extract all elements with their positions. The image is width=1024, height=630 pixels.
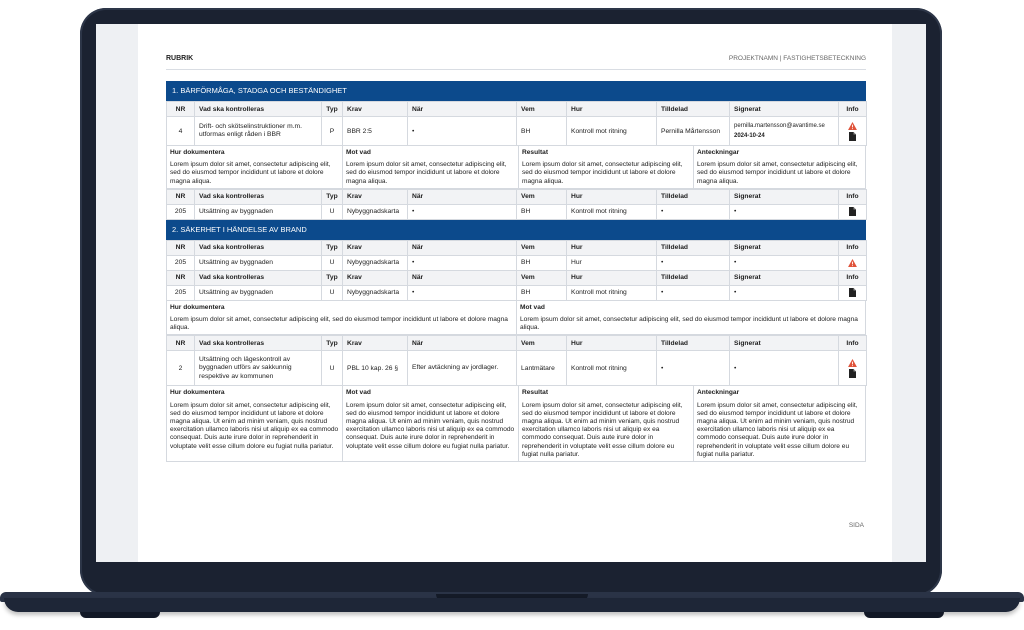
doc-against	[517, 301, 867, 335]
doc-against-text: Lorem ipsum dolor sit amet, consectetur adipiscing elit, sed do eiusmod tempor incididunt ut labore et dolore magna aliqua. Ut enim ad minim veniam, quis nostrud exercitation ullamco laboris nisi ut aliquip ex ea commodo consequat. Duis aute irure dolor in reprehenderit in voluptate velit esse cillum dolore eu fugiat nulla pariatur.	[346, 401, 515, 450]
control-table	[166, 189, 867, 220]
col-who: Vem	[517, 270, 567, 285]
doc-result-text: Lorem ipsum dolor sit amet, consectetur adipiscing elit, sed do eiusmod tempor incididunt ut labore et dolore magna aliqua.	[522, 161, 683, 185]
col-who: Vem	[517, 240, 567, 255]
cell-who: BH	[517, 285, 567, 300]
col-what: Vad ska kontrolleras	[195, 240, 322, 255]
doc-against-label: Mot vad	[346, 149, 371, 156]
col-when: När	[408, 102, 517, 117]
cell-type: P	[322, 117, 343, 146]
col-nr: NR	[167, 270, 195, 285]
page-footer: SIDA	[848, 522, 864, 529]
doc-against	[343, 146, 519, 188]
col-assigned: Tilldelad	[657, 102, 730, 117]
warning-icon[interactable]	[848, 359, 857, 367]
section-header-1: 1. BÄRFÖRMÅGA, STADGA OCH BESTÄNDIGHET	[166, 81, 866, 101]
table-row[interactable]	[167, 351, 867, 386]
control-table	[166, 240, 867, 301]
doc-notes-text: Lorem ipsum dolor sit amet, consectetur adipiscing elit, sed do eiusmod tempor incididunt ut labore et dolore magna aliqua.	[697, 161, 858, 185]
laptop-foot-left	[80, 612, 160, 618]
col-signed: Signerat	[730, 336, 839, 351]
cell-signed: •	[730, 255, 839, 270]
cell-when: •	[408, 117, 517, 146]
cell-type: U	[322, 255, 343, 270]
col-type: Typ	[322, 102, 343, 117]
cell-who: BH	[517, 117, 567, 146]
doc-against-text: Lorem ipsum dolor sit amet, consectetur adipiscing elit, sed do eiusmod tempor incididunt ut labore et dolore magna aliqua.	[346, 161, 507, 185]
doc-result	[519, 386, 694, 461]
doc-against-label: Mot vad	[346, 389, 371, 397]
cell-nr: 205	[167, 285, 195, 300]
cell-when: •	[408, 285, 517, 300]
cell-nr: 205	[167, 204, 195, 219]
table-row[interactable]	[167, 255, 867, 270]
col-when: När	[408, 270, 517, 285]
cell-signed	[730, 117, 839, 146]
cell-signed: •	[730, 204, 839, 219]
cell-what: Drift- och skötselinstruktioner m.m. utformas enligt råden i BBR	[195, 117, 322, 146]
cell-assigned: •	[657, 204, 730, 219]
signed-email: pernilla.martensson@avantime.se	[734, 123, 825, 129]
col-when: När	[408, 240, 517, 255]
col-what: Vad ska kontrolleras	[195, 189, 322, 204]
cell-req: BBR 2:5	[343, 117, 408, 146]
doc-result-text: Lorem ipsum dolor sit amet, consectetur adipiscing elit, sed do eiusmod tempor incididunt ut labore et dolore magna aliqua. Ut enim ad minim veniam, quis nostrud exercitation ullamco laboris nisi ut aliquip ex ea commodo consequat. Duis aute irure dolor in reprehenderit in voluptate velit esse cillum dolore eu fugiat nulla pariatur.	[522, 401, 683, 458]
table-row[interactable]	[167, 204, 867, 219]
col-how: Hur	[567, 189, 657, 204]
col-req: Krav	[343, 189, 408, 204]
cell-how: Kontroll mot ritning	[567, 117, 657, 146]
document-page	[138, 24, 892, 562]
table-row[interactable]	[167, 117, 867, 146]
cell-info	[839, 117, 867, 146]
table-header-row	[167, 336, 867, 351]
doc-notes-label: Anteckningar	[697, 389, 740, 397]
doc-result-label: Resultat	[522, 389, 549, 397]
cell-req: PBL 10 kap. 26 §	[343, 351, 408, 386]
table-header-row	[167, 270, 867, 285]
col-type: Typ	[322, 240, 343, 255]
cell-req: Nybyggnadskarta	[343, 255, 408, 270]
col-how: Hur	[567, 102, 657, 117]
cell-assigned: •	[657, 351, 730, 386]
cell-req: Nybyggnadskarta	[343, 204, 408, 219]
doc-against	[343, 386, 519, 461]
doc-how-label: Hur dokumentera	[170, 149, 225, 156]
col-nr: NR	[167, 102, 195, 117]
cell-when: •	[408, 255, 517, 270]
col-info: Info	[839, 189, 867, 204]
documentation-block	[166, 146, 866, 189]
control-table	[166, 101, 867, 146]
control-table	[166, 335, 867, 386]
cell-signed: •	[730, 285, 839, 300]
doc-how-label: Hur dokumentera	[170, 303, 225, 311]
table-row[interactable]	[167, 285, 867, 300]
col-what: Vad ska kontrolleras	[195, 270, 322, 285]
document-icon[interactable]	[849, 369, 856, 378]
col-signed: Signerat	[730, 240, 839, 255]
cell-what: Utsättning av byggnaden	[195, 285, 322, 300]
doc-result	[519, 146, 694, 188]
table-header-row	[167, 102, 867, 117]
doc-notes-label: Anteckningar	[697, 149, 740, 156]
screen	[96, 24, 926, 562]
cell-how: Kontroll mot ritning	[567, 351, 657, 386]
cell-how: Hur	[567, 255, 657, 270]
table-header-row	[167, 240, 867, 255]
col-nr: NR	[167, 189, 195, 204]
doc-how-text: Lorem ipsum dolor sit amet, consectetur adipiscing elit, sed do eiusmod tempor incididunt ut labore et dolore magna aliqua.	[170, 161, 331, 185]
doc-how-label: Hur dokumentera	[170, 389, 225, 397]
document-icon[interactable]	[849, 132, 856, 141]
col-info: Info	[839, 102, 867, 117]
doc-notes	[694, 386, 867, 461]
cell-what: Utsättning av byggnaden	[195, 204, 322, 219]
col-signed: Signerat	[730, 270, 839, 285]
doc-how	[167, 146, 343, 188]
laptop-base-bottom	[4, 598, 1020, 612]
cell-who: BH	[517, 255, 567, 270]
documentation-block	[166, 386, 866, 462]
cell-what: Utsättning och lägeskontroll av byggnaden utförs av sakkunnig respektive av kommunen	[195, 351, 322, 386]
cell-nr: 2	[167, 351, 195, 386]
cell-info	[839, 351, 867, 386]
doc-result-label: Resultat	[522, 149, 549, 156]
cell-info	[839, 204, 867, 219]
warning-icon[interactable]	[848, 259, 857, 267]
col-type: Typ	[322, 336, 343, 351]
col-how: Hur	[567, 240, 657, 255]
cell-how: Kontroll mot ritning	[567, 204, 657, 219]
cell-how: Kontroll mot ritning	[567, 285, 657, 300]
section-header-2: 2. SÄKERHET I HÄNDELSE AV BRAND	[166, 220, 866, 240]
col-type: Typ	[322, 189, 343, 204]
col-info: Info	[839, 336, 867, 351]
cell-nr: 4	[167, 117, 195, 146]
col-assigned: Tilldelad	[657, 270, 730, 285]
cell-who: BH	[517, 204, 567, 219]
col-assigned: Tilldelad	[657, 240, 730, 255]
doc-notes	[694, 146, 867, 188]
doc-how-text: Lorem ipsum dolor sit amet, consectetur adipiscing elit, sed do eiusmod tempor incididunt ut labore et dolore magna aliqua. Ut enim ad minim veniam, quis nostrud exercitation ullamco laboris nisi ut aliquip ex ea commodo consequat. Duis aute irure dolor in reprehenderit in voluptate velit esse cillum dolore eu fugiat nulla pariatur.	[170, 401, 339, 450]
cell-req: Nybyggnadskarta	[343, 285, 408, 300]
col-assigned: Tilldelad	[657, 189, 730, 204]
document-icon[interactable]	[849, 207, 856, 216]
document-icon[interactable]	[849, 288, 856, 297]
cell-type: U	[322, 285, 343, 300]
doc-how	[167, 301, 517, 335]
documentation-block	[166, 301, 866, 336]
col-nr: NR	[167, 336, 195, 351]
col-how: Hur	[567, 270, 657, 285]
col-what: Vad ska kontrolleras	[195, 336, 322, 351]
doc-against-label: Mot vad	[520, 303, 545, 311]
cell-who: Lantmätare	[517, 351, 567, 386]
doc-notes-text: Lorem ipsum dolor sit amet, consectetur adipiscing elit, sed do eiusmod tempor incididunt ut labore et dolore magna aliqua. Ut enim ad minim veniam, quis nostrud exercitation ullamco laboris nisi ut aliquip ex ea commodo consequat. Duis aute irure dolor in reprehenderit in voluptate velit esse cillum dolore eu fugiat nulla pariatur.	[697, 401, 858, 458]
col-who: Vem	[517, 189, 567, 204]
page-header	[166, 55, 866, 70]
cell-assigned: Pernilla Mårtensson	[657, 117, 730, 146]
col-when: När	[408, 336, 517, 351]
col-req: Krav	[343, 240, 408, 255]
col-who: Vem	[517, 336, 567, 351]
table-header-row	[167, 189, 867, 204]
warning-icon[interactable]	[848, 122, 857, 130]
col-nr: NR	[167, 240, 195, 255]
col-what: Vad ska kontrolleras	[195, 102, 322, 117]
col-info: Info	[839, 240, 867, 255]
cell-type: U	[322, 204, 343, 219]
page-title: RUBRIK	[166, 55, 194, 62]
signed-date: 2024-10-24	[734, 133, 765, 139]
col-when: När	[408, 189, 517, 204]
laptop-foot-right	[864, 612, 944, 618]
col-assigned: Tilldelad	[657, 336, 730, 351]
col-req: Krav	[343, 270, 408, 285]
col-req: Krav	[343, 336, 408, 351]
cell-type: U	[322, 351, 343, 386]
project-label: PROJEKTNAMN | FASTIGHETSBETECKNING	[728, 55, 866, 62]
col-how: Hur	[567, 336, 657, 351]
col-who: Vem	[517, 102, 567, 117]
doc-how	[167, 386, 343, 461]
cell-assigned: •	[657, 255, 730, 270]
cell-nr: 205	[167, 255, 195, 270]
col-req: Krav	[343, 102, 408, 117]
col-info: Info	[839, 270, 867, 285]
col-signed: Signerat	[730, 189, 839, 204]
cell-assigned: •	[657, 285, 730, 300]
cell-info	[839, 255, 867, 270]
doc-against-text: Lorem ipsum dolor sit amet, consectetur adipiscing elit, sed do eiusmod tempor incididunt ut labore et dolore magna aliqua.	[520, 316, 858, 332]
control-plan	[166, 81, 866, 462]
doc-how-text: Lorem ipsum dolor sit amet, consectetur adipiscing elit, sed do eiusmod tempor incididunt ut labore et dolore magna aliqua.	[170, 316, 508, 332]
cell-when: Efter avtäckning av jordlager.	[408, 351, 517, 386]
cell-info	[839, 285, 867, 300]
cell-what: Utsättning av byggnaden	[195, 255, 322, 270]
col-signed: Signerat	[730, 102, 839, 117]
cell-when: •	[408, 204, 517, 219]
cell-signed: •	[730, 351, 839, 386]
col-type: Typ	[322, 270, 343, 285]
